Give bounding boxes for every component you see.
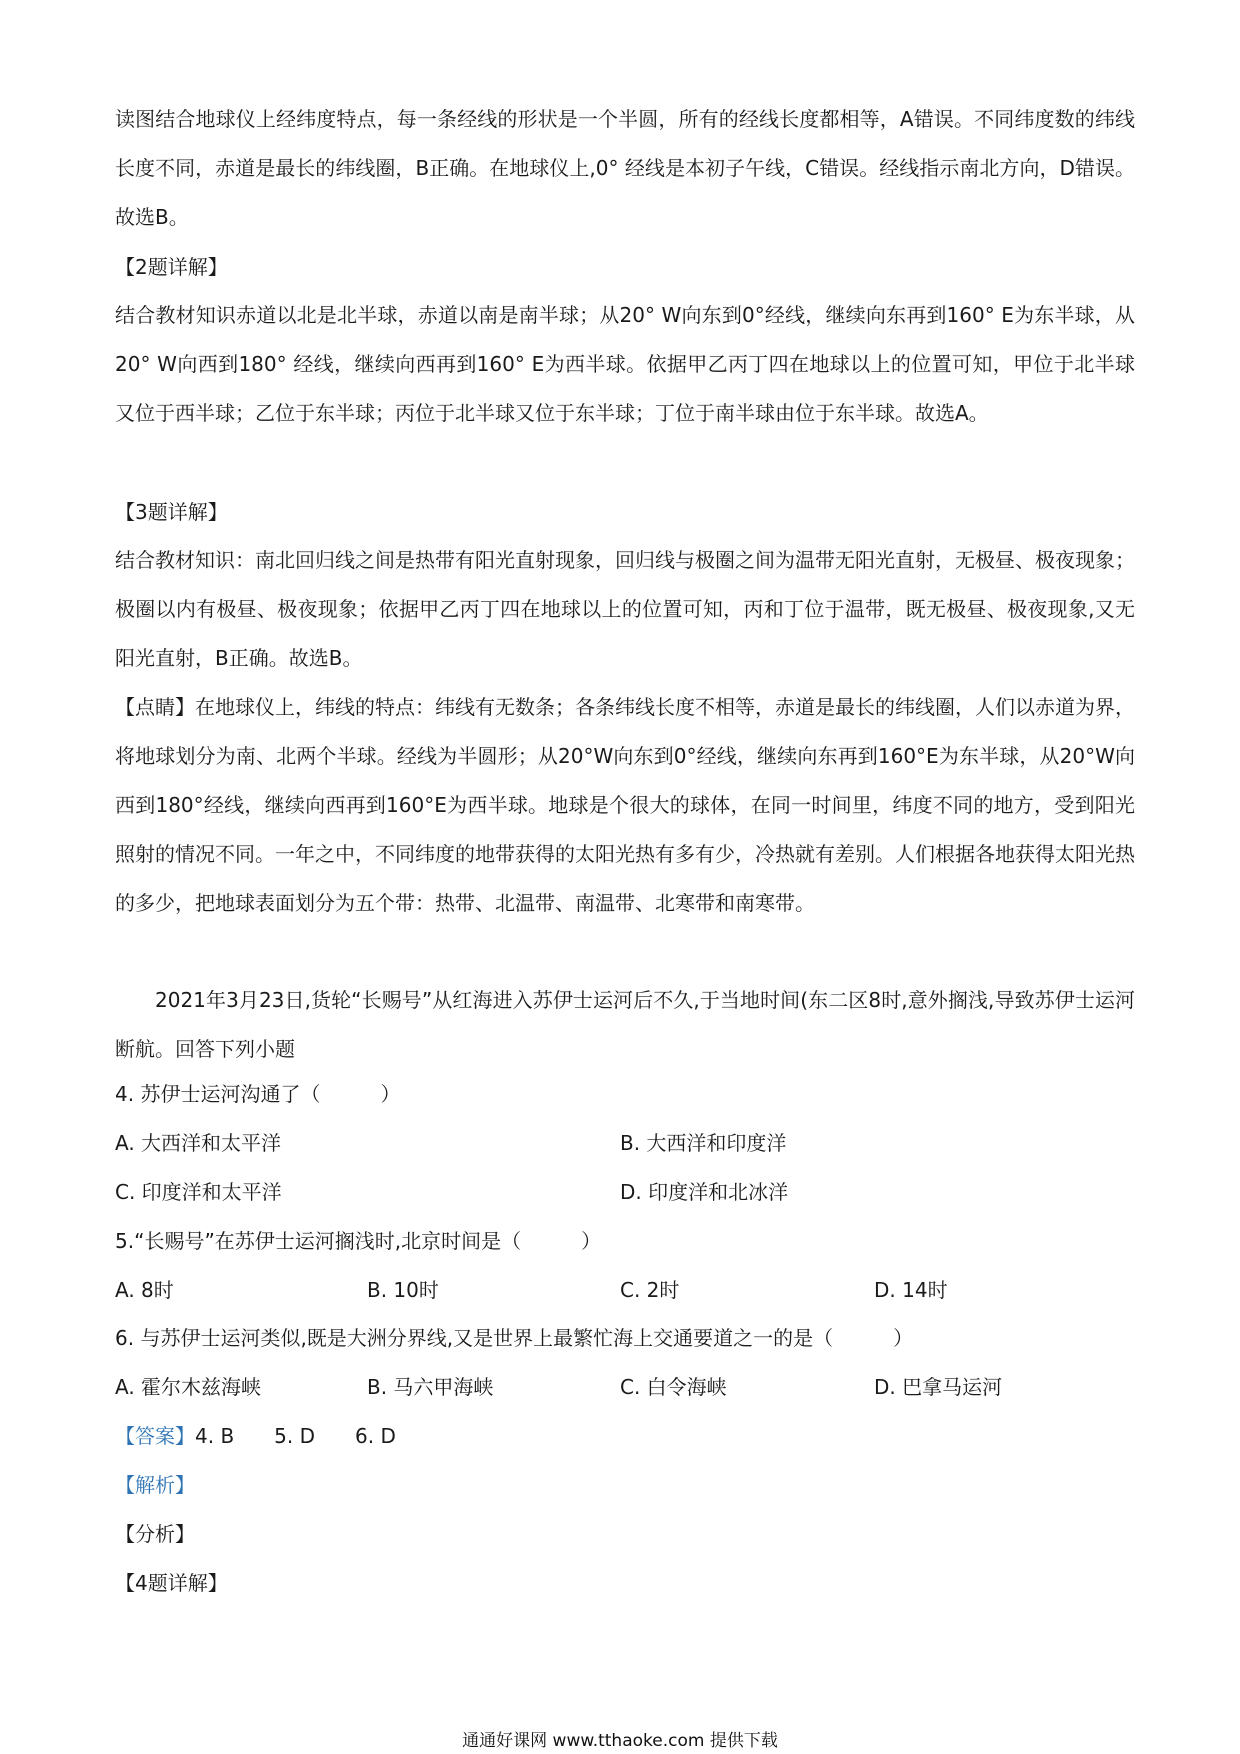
dianjing-label: 【点睛】 — [115, 695, 195, 719]
heading-q2-detail: 【2题详解】 — [115, 255, 228, 279]
heading-q4-detail: 【4题详解】 — [115, 1571, 228, 1595]
question-6-stem: 6. 与苏伊士运河类似,既是大洲分界线,又是世界上最繁忙海上交通要道之一的是（ ） — [115, 1326, 914, 1350]
question-4-stem: 4. 苏伊士运河沟通了（ ） — [115, 1082, 401, 1106]
paragraph-q3-explanation — [115, 536, 1135, 683]
heading-q3-detail: 【3题详解】 — [115, 500, 228, 524]
dianjing-text: 在地球仪上，纬线的特点：纬线有无数条；各条纬线长度不相等，赤道是最长的纬线圈，人们以赤道为界，将地球划分为南、北两个半球。经线为半圆形；从20°W向东到0°经线，继续向东再到160°E为东半球，从20°W向西到180°经线，继续向西再到160°E为西半球。地球是个很大的球体，在同一时间里，纬度不同的地方，受到阳光照射的情况不同。一年之中，不同纬度的地带获得的太阳光热有多有少，冷热就有差别。人们根据各地获得太阳光热的多少，把地球表面划分为五个带：热带、北温带、南温带、北寒带和南寒带。 — [115, 695, 1135, 915]
intro-text: 2021年3月23日,货轮“长赐号”从红海进入苏伊士运河后不久,于当地时间(东二区8时,意外搁浅,导致苏伊士运河断航。回答下列小题 — [115, 988, 1135, 1061]
q5-option-b: B. 10时 — [367, 1278, 439, 1302]
q4-option-d: D. 印度洋和北冰洋 — [620, 1180, 789, 1204]
paragraph-q1-explanation — [115, 95, 1135, 242]
q5-option-d: D. 14时 — [874, 1278, 948, 1302]
q5-option-c: C. 2时 — [620, 1278, 680, 1302]
paragraph-text: 结合教材知识赤道以北是北半球，赤道以南是南半球；从20° W向东到0°经线，继续向东再到160° E为东半球，从20° W向西到180° 经线，继续向西再到160° E为西半球。依据甲乙丙丁四在地球以上的位置可知，甲位于北半球又位于西半球；乙位于东半球；丙位于北半球又位于东半球；丁位于南半球由位于东半球。故选A。 — [115, 303, 1135, 425]
answer-text: 4. B 5. D 6. D — [195, 1424, 396, 1448]
answer-label: 【答案】 — [115, 1424, 195, 1448]
q6-option-b: B. 马六甲海峡 — [367, 1375, 494, 1399]
answer-line — [115, 1421, 396, 1451]
analysis-label: 【解析】 — [115, 1473, 195, 1497]
q4-option-b: B. 大西洋和印度洋 — [620, 1131, 787, 1155]
q6-option-c: C. 白令海峡 — [620, 1375, 727, 1399]
heading-fenxi: 【分析】 — [115, 1522, 195, 1546]
q5-option-a: A. 8时 — [115, 1278, 174, 1302]
q6-option-a: A. 霍尔木兹海峡 — [115, 1375, 262, 1399]
passage-intro — [115, 976, 1135, 1074]
q4-option-c: C. 印度洋和太平洋 — [115, 1180, 282, 1204]
q4-option-a: A. 大西洋和太平洋 — [115, 1131, 282, 1155]
paragraph-q2-explanation — [115, 291, 1135, 438]
q6-option-d: D. 巴拿马运河 — [874, 1375, 1003, 1399]
paragraph-text: 读图结合地球仪上经纬度特点，每一条经线的形状是一个半圆，所有的经线长度都相等，A错误。不同纬度数的纬线长度不同，赤道是最长的纬线圈，B正确。在地球仪上,0° 经线是本初子午线，C错误。经线指示南北方向，D错误。故选B。 — [115, 107, 1135, 229]
page-footer: 通通好课网 www.tthaoke.com 提供下载 — [462, 1731, 778, 1751]
question-5-stem: 5.“长赐号”在苏伊士运河搁浅时,北京时间是（ ） — [115, 1229, 602, 1253]
paragraph-dianjing — [115, 683, 1135, 928]
paragraph-text: 结合教材知识：南北回归线之间是热带有阳光直射现象，回归线与极圈之间为温带无阳光直射，无极昼、极夜现象；极圈以内有极昼、极夜现象；依据甲乙丙丁四在地球以上的位置可知，丙和丁位于温带，既无极昼、极夜现象,又无阳光直射，B正确。故选B。 — [115, 548, 1135, 670]
